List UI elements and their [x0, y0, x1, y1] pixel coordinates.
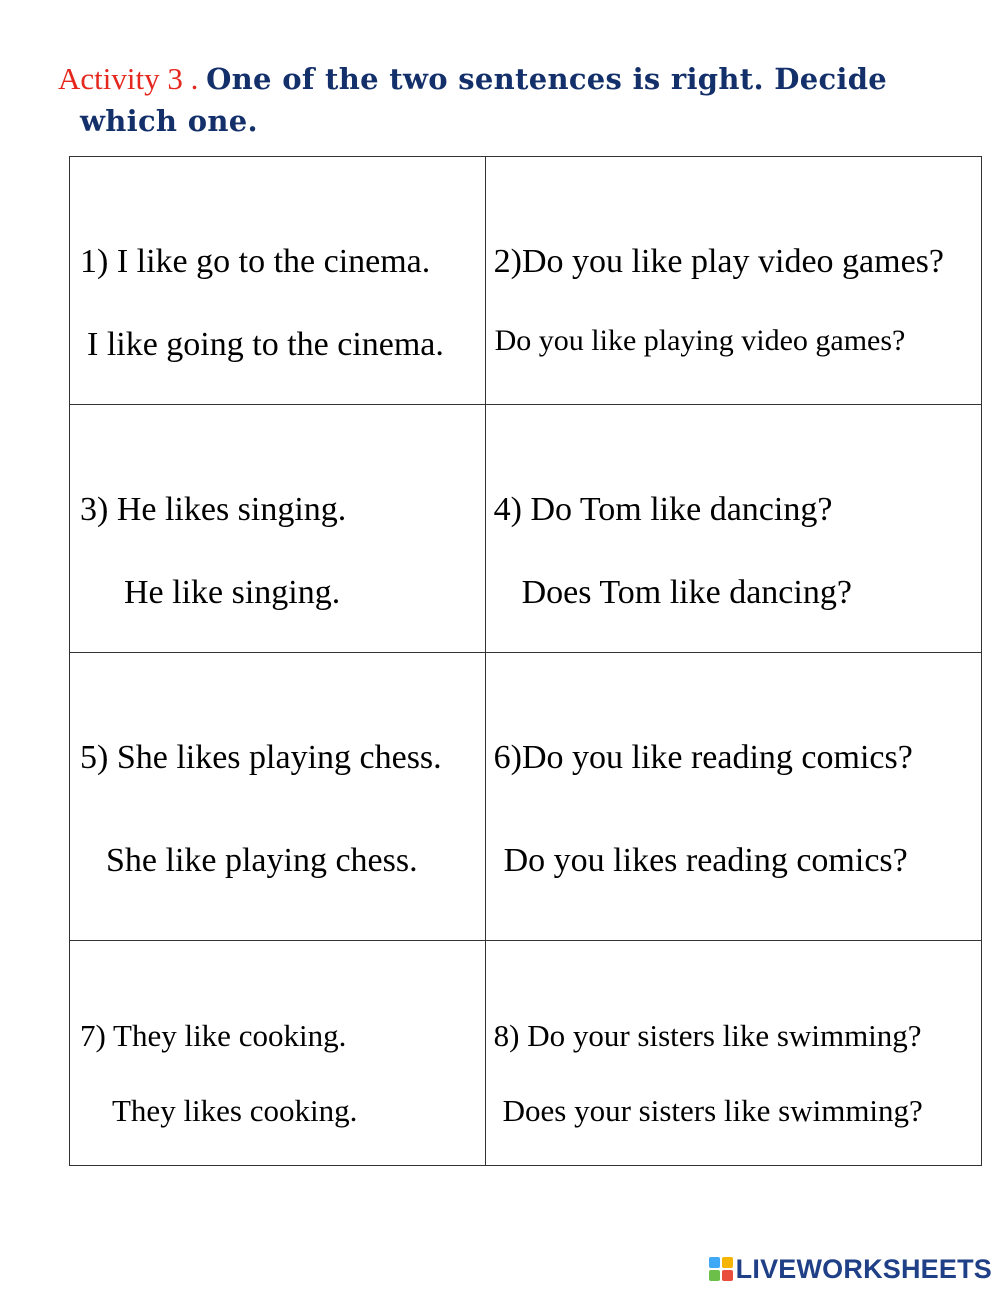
- sentence-option-a[interactable]: 7) They like cooking.: [80, 1018, 347, 1053]
- sentence-option-a[interactable]: 2)Do you like play video games?: [493, 243, 945, 280]
- sentence-option-b[interactable]: Does your sisters like swimming?: [502, 1093, 923, 1128]
- instruction-text-line2: which one.: [80, 104, 258, 138]
- sentence-option-a[interactable]: 5) She likes playing chess.: [80, 739, 442, 776]
- sentence-option-b[interactable]: Do you like playing video games?: [494, 324, 906, 357]
- sentence-option-a[interactable]: 1) I like go to the cinema.: [80, 243, 431, 280]
- sentence-option-a[interactable]: 8) Do your sisters like swimming?: [493, 1018, 922, 1053]
- sentence-option-b[interactable]: Does Tom like dancing?: [521, 574, 852, 611]
- brand-name: LIVEWORKSHEETS: [735, 1253, 992, 1284]
- sentence-option-b[interactable]: He like singing.: [124, 574, 341, 611]
- liveworksheets-logo-icon: [709, 1257, 733, 1281]
- sentence-option-a[interactable]: 3) He likes singing.: [80, 491, 347, 528]
- question-cell-3: [70, 405, 486, 653]
- activity-label: Activity 3 .: [58, 61, 199, 96]
- sentence-option-b[interactable]: I like going to the cinema.: [87, 326, 444, 363]
- instruction-text: One of the two sentences is right. Decide: [206, 62, 888, 96]
- question-cell-2: [485, 157, 981, 405]
- liveworksheets-logo: [709, 1252, 992, 1286]
- sentence-option-a[interactable]: 4) Do Tom like dancing?: [493, 491, 833, 528]
- question-cell-1: [70, 157, 486, 405]
- question-cell-8: [485, 941, 981, 1166]
- question-cell-5: [70, 653, 486, 941]
- sentence-option-b[interactable]: They likes cooking.: [112, 1093, 358, 1128]
- activity-heading: [58, 58, 958, 142]
- question-cell-7: [70, 941, 486, 1166]
- question-cell-6: [485, 653, 981, 941]
- sentence-option-b[interactable]: Do you likes reading comics?: [503, 842, 908, 879]
- sentence-option-b[interactable]: She like playing chess.: [106, 842, 418, 879]
- question-cell-4: [485, 405, 981, 653]
- sentence-option-a[interactable]: 6)Do you like reading comics?: [493, 739, 913, 776]
- sentence-table: [69, 156, 982, 1166]
